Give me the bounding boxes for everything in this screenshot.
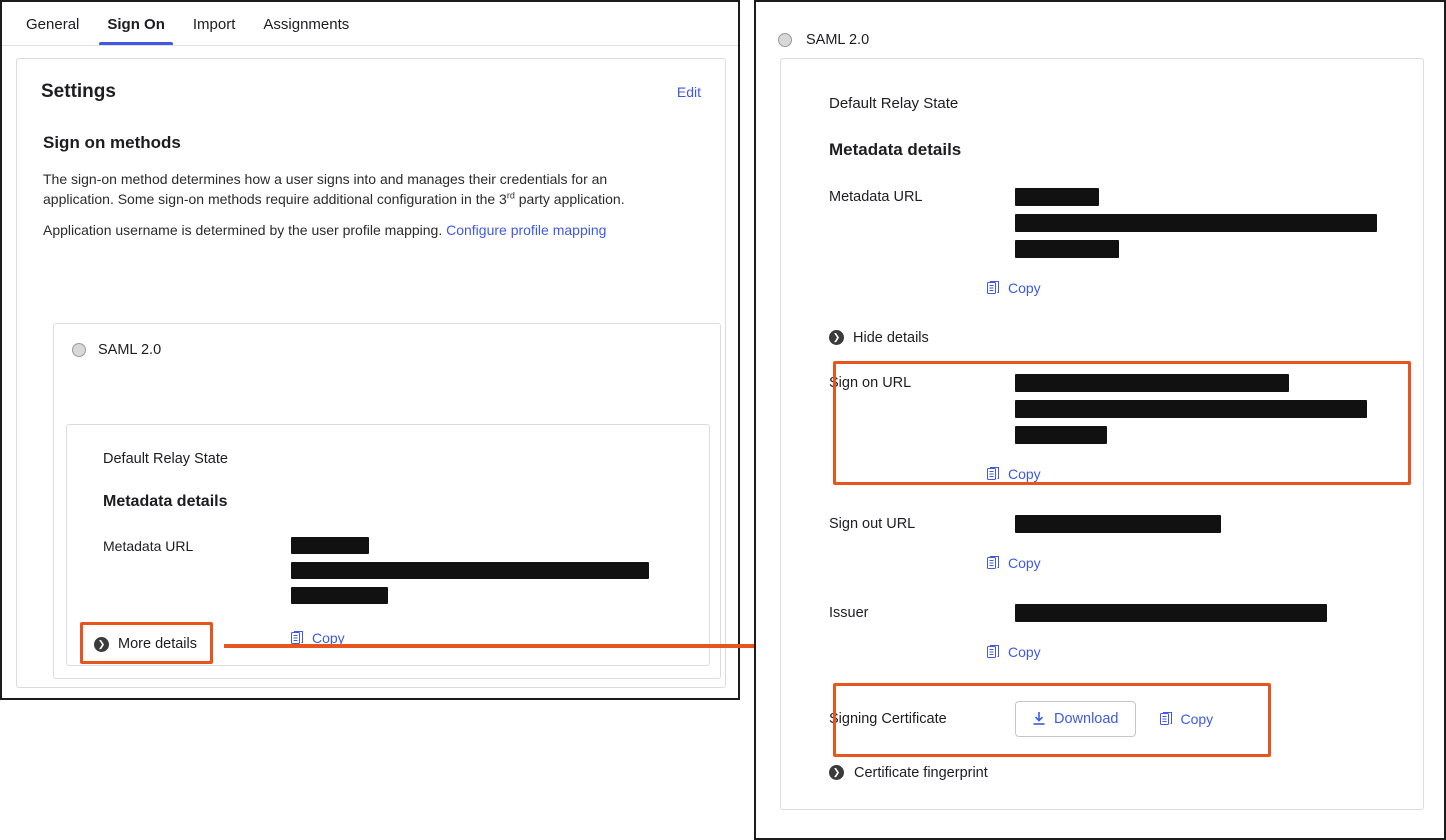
- tab-bar: [2, 2, 738, 46]
- sign-on-description-part1: The sign-on method determines how a user signs into and manages their credentials for an application. Some sign-on methods require additional configuration in the 3: [43, 171, 608, 208]
- copy-issuer-button[interactable]: [987, 644, 1041, 660]
- page-title: Settings: [41, 81, 116, 102]
- certificate-fingerprint-button[interactable]: [781, 737, 1423, 781]
- sign-out-url-value-redacted: [1015, 515, 1221, 541]
- metadata-url-value-redacted-right: [1015, 188, 1377, 266]
- download-label: Download: [1054, 710, 1119, 727]
- redaction-bar: [1015, 426, 1107, 444]
- issuer-row: [781, 576, 1423, 630]
- redaction-bar: [1015, 400, 1367, 418]
- redaction-bar: [1015, 188, 1099, 206]
- redaction-bar: [1015, 515, 1221, 533]
- copy-label: Copy: [1008, 465, 1041, 482]
- sign-out-url-row: [781, 487, 1423, 541]
- redaction-bar: [1015, 214, 1377, 232]
- redaction-bar: [291, 562, 649, 579]
- copy-icon: [987, 466, 1001, 482]
- metadata-url-row: [67, 511, 709, 612]
- sign-out-url-label: Sign out URL: [829, 515, 916, 532]
- copy-icon: [987, 280, 1001, 296]
- sign-on-url-label: Sign on URL: [829, 374, 912, 391]
- copy-sign-out-url-wrap: [781, 541, 1423, 576]
- redaction-bar: [291, 587, 388, 604]
- copy-label: Copy: [1008, 643, 1041, 660]
- edit-button[interactable]: Edit: [676, 84, 701, 100]
- saml-details-card: [780, 58, 1424, 810]
- copy-metadata-url-wrap-right: [781, 266, 1423, 301]
- copy-sign-on-url-button[interactable]: [987, 466, 1041, 482]
- more-details-highlight: [80, 622, 213, 665]
- tab-sign-on[interactable]: Sign On: [93, 16, 179, 45]
- metadata-url-label-right: Metadata URL: [829, 189, 923, 205]
- default-relay-state-label: Default Relay State: [103, 451, 228, 467]
- username-mapping-text: [17, 210, 725, 238]
- issuer-value-redacted: [1015, 604, 1327, 630]
- metadata-url-label: Metadata URL: [103, 538, 194, 554]
- copy-icon: [1160, 711, 1174, 727]
- hide-details-button[interactable]: [829, 330, 929, 346]
- copy-label: Copy: [1008, 554, 1041, 571]
- saml-radio-row[interactable]: [54, 324, 720, 358]
- copy-certificate-button[interactable]: [1160, 711, 1214, 727]
- sign-on-description-superscript: rd: [506, 190, 515, 201]
- metadata-url-value-redacted: [291, 537, 649, 612]
- copy-icon: [987, 644, 1001, 660]
- download-icon: [1032, 711, 1046, 726]
- hide-details-row: [781, 301, 1423, 346]
- sign-on-url-value-redacted: [1015, 374, 1367, 452]
- more-details-button[interactable]: [94, 636, 197, 652]
- copy-label: Copy: [1008, 280, 1041, 296]
- username-mapping-label: Application username is determined by the user profile mapping.: [43, 221, 443, 238]
- tab-assignments[interactable]: Assignments: [263, 16, 350, 33]
- redaction-bar: [291, 537, 369, 554]
- copy-sign-on-url-wrap: [781, 452, 1423, 487]
- metadata-details-title: Metadata details: [103, 493, 228, 510]
- connector-arrow: [224, 638, 792, 654]
- signing-certificate-row: [781, 665, 1423, 737]
- issuer-label: Issuer: [829, 604, 869, 621]
- chevron-down-icon: ❯: [829, 330, 844, 345]
- settings-header: [17, 59, 725, 103]
- signing-certificate-label: Signing Certificate: [829, 710, 947, 727]
- redaction-bar: [1015, 240, 1119, 258]
- right-panel: [754, 0, 1446, 840]
- radio-selected-icon[interactable]: [72, 343, 86, 357]
- copy-label: Copy: [1180, 710, 1214, 727]
- sign-on-description-part2: party application.: [514, 191, 625, 208]
- copy-label: Copy: [312, 630, 345, 646]
- saml-radio-label: SAML 2.0: [98, 342, 162, 358]
- copy-metadata-url-button-right[interactable]: [987, 280, 1041, 296]
- metadata-details-title-right: Metadata details: [829, 140, 962, 159]
- left-panel: [0, 0, 740, 700]
- hide-details-label: Hide details: [853, 329, 929, 346]
- saml-radio-label-right: SAML 2.0: [806, 32, 870, 48]
- redaction-bar: [1015, 374, 1289, 392]
- chevron-right-icon: ❯: [829, 765, 844, 780]
- sign-on-description: [17, 153, 667, 210]
- radio-selected-icon[interactable]: [778, 33, 792, 47]
- more-details-label: More details: [118, 636, 197, 652]
- chevron-right-icon: ❯: [94, 637, 109, 652]
- saml-option-box: [53, 323, 721, 679]
- download-certificate-button[interactable]: [1015, 701, 1136, 737]
- copy-icon: [987, 555, 1001, 571]
- saml-radio-row-right[interactable]: [756, 2, 1444, 48]
- copy-sign-out-url-button[interactable]: [987, 555, 1041, 571]
- default-relay-state-label-right: Default Relay State: [829, 95, 959, 112]
- redaction-bar: [1015, 604, 1327, 622]
- tab-general[interactable]: General: [26, 16, 80, 33]
- tab-import[interactable]: Import: [192, 16, 236, 33]
- certificate-fingerprint-label: Certificate fingerprint: [854, 764, 988, 781]
- copy-issuer-wrap: [781, 630, 1423, 665]
- configure-profile-mapping-link[interactable]: Configure profile mapping: [446, 221, 607, 238]
- settings-card: [16, 58, 726, 688]
- sign-on-url-row: [781, 346, 1423, 452]
- metadata-url-row-right: [781, 160, 1423, 266]
- sign-on-methods-title: Sign on methods: [43, 133, 181, 152]
